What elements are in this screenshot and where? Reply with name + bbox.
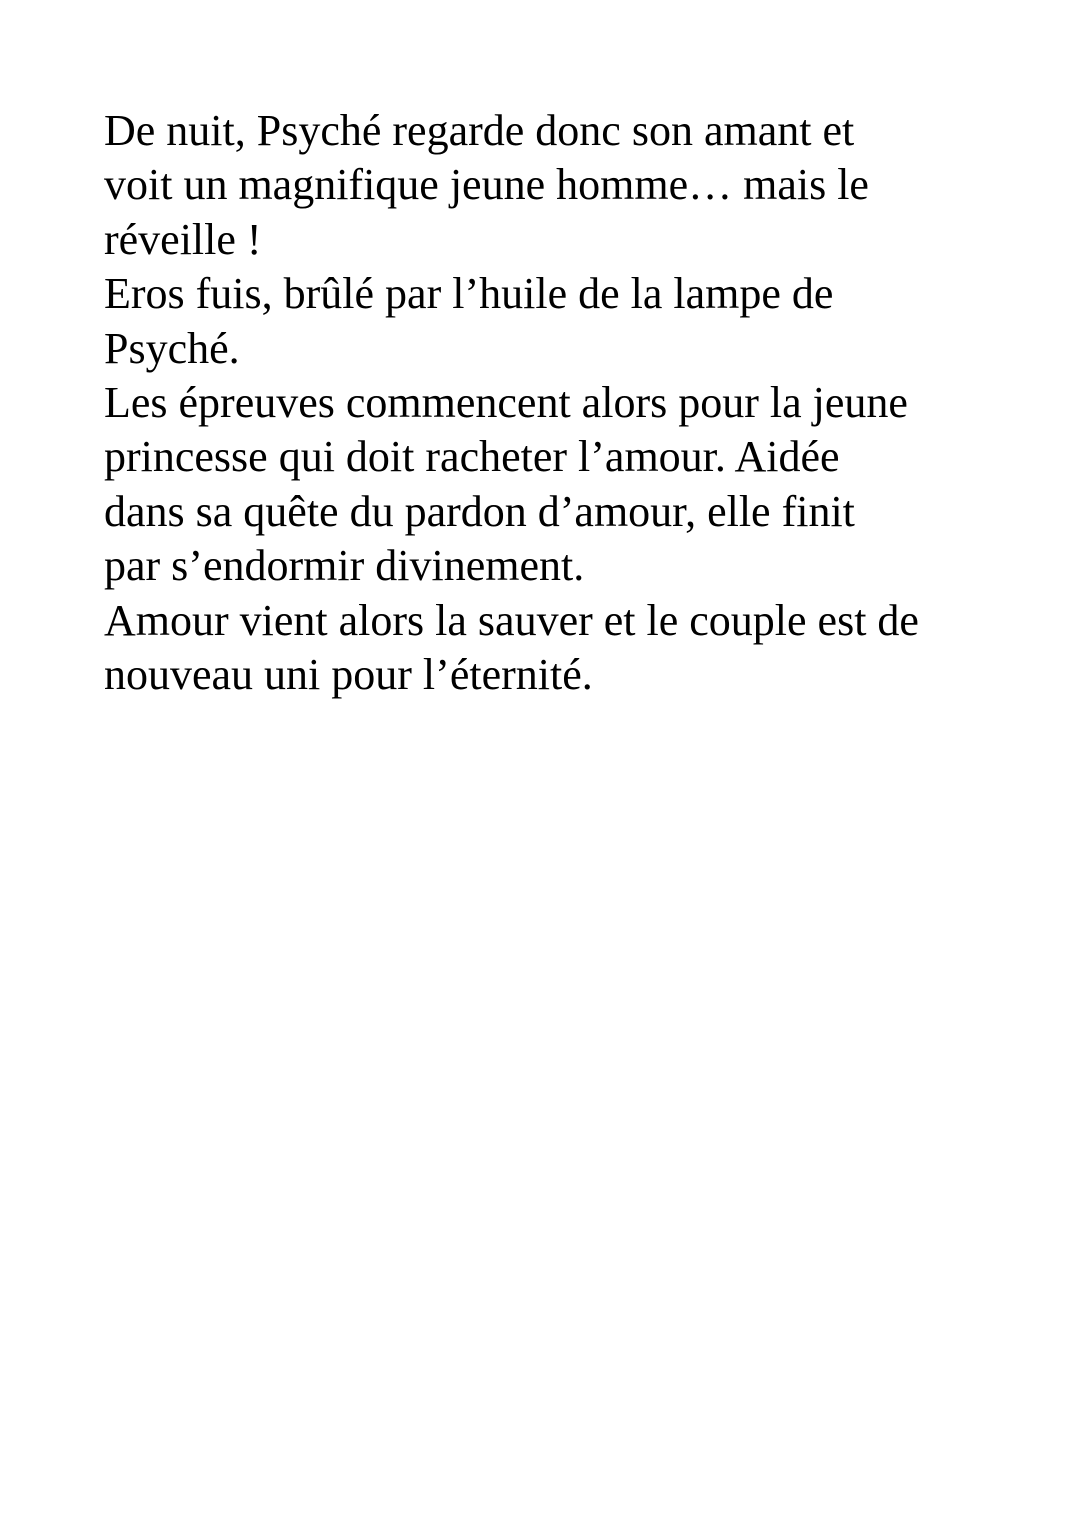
text-line: dans sa quête du pardon d’amour, elle finit [104, 486, 855, 536]
text-line: Eros fuis, brûlé par l’huile de la lampe de [104, 269, 834, 319]
text-line: voit un magnifique jeune homme… mais le [104, 160, 869, 210]
text-line: De nuit, Psyché regarde donc son amant et [104, 106, 855, 155]
body-text [104, 104, 1024, 702]
text-line: Amour vient alors la sauver et le couple est de [104, 595, 919, 645]
text-line: par s’endormir divinement. [104, 541, 585, 591]
text-line: réveille ! [104, 214, 262, 264]
text-line: princesse qui doit racheter l’amour. Aidée [104, 432, 840, 482]
text-line: Les épreuves commencent alors pour la jeune [104, 377, 908, 427]
text-line: Psyché. [104, 323, 240, 373]
text-line: nouveau uni pour l’éternité. [104, 649, 593, 699]
